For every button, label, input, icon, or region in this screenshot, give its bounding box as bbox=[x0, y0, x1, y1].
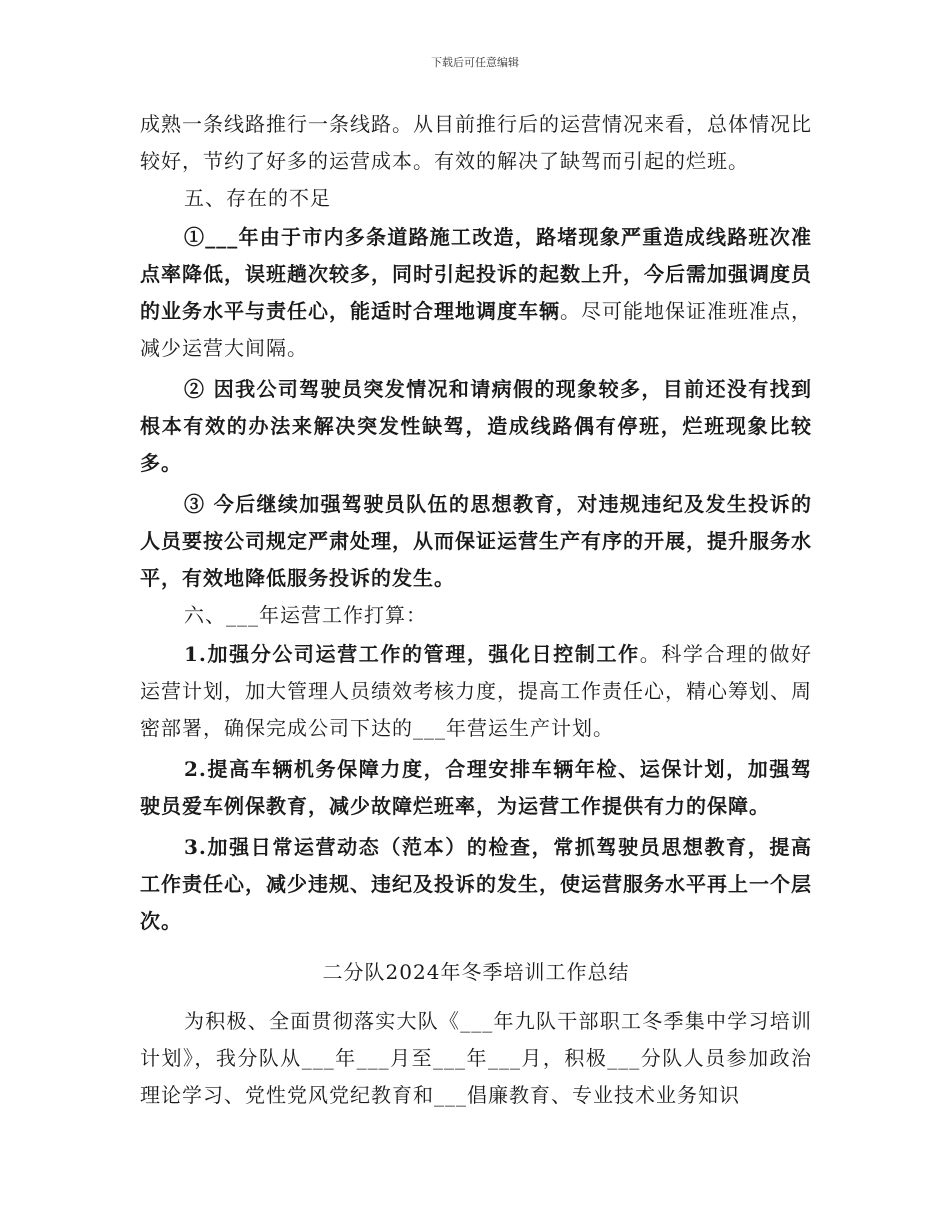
shortcoming-item-1-bold: ①___年由于市内多条道路施工改造，路堵现象严重造成线路班次准点率降低，误班趟次较多，同时引起投诉的起数上升，今后需加强调度员的业务水平与责任心，能适时合理地调度车辆 bbox=[140, 225, 812, 323]
paragraph-continuation: 成熟一条线路推行一条线路。从目前推行后的运营情况来看，总体情况比较好，节约了好多的运营成本。有效的解决了缺驾而引起的烂班。 bbox=[140, 112, 812, 173]
document-body bbox=[140, 106, 812, 1114]
shortcoming-item-1 bbox=[140, 219, 812, 367]
shortcoming-item-2: ② 因我公司驾驶员突发情况和请病假的现象较多，目前还没有找到根本有效的办法来解决突发性缺驾，造成线路偶有停班，烂班现象比较多。 bbox=[140, 377, 812, 475]
section-heading-shortcomings: 五、存在的不足 bbox=[184, 186, 331, 210]
paragraph-intro: 为积极、全面贯彻落实大队《___年九队干部职工冬季集中学习培训计划》，我分队从___年___月至___年___月，积极___分队人员参加政治理论学习、党性党风党纪教育和___倡廉教育、专业技术业务知识 bbox=[140, 1009, 812, 1107]
section-heading-plan: 六、___年运营工作打算： bbox=[184, 603, 427, 627]
document-title: 二分队2024年冬季培训工作总结 bbox=[322, 960, 630, 984]
plan-item-1-normal: 。科学合理的做好运营计划，加大管理人员绩效考核力度，提高工作责任心，精心筹划、周密部署，确保完成公司下达的___年营运生产计划。 bbox=[140, 642, 812, 740]
shortcoming-item-3: ③ 今后继续加强驾驶员队伍的思想教育，对违规违纪及发生投诉的人员要按公司规定严肃处理，从而保证运营生产有序的开展，提升服务水平，有效地降低服务投诉的发生。 bbox=[140, 492, 812, 590]
shortcoming-item-1-normal: 。尽可能地保证准班准点，减少运营大间隔。 bbox=[140, 299, 812, 360]
plan-item-1-bold: 1.加强分公司运营工作的管理，强化日控制工作 bbox=[184, 642, 640, 666]
page-header: 下载后可任意编辑 bbox=[431, 56, 519, 69]
plan-item-2: 2.提高车辆机务保障力度，合理安排车辆年检、运保计划，加强驾驶员爱车例保教育，减少故障烂班率，为运营工作提供有力的保障。 bbox=[140, 757, 812, 818]
plan-item-1 bbox=[140, 636, 812, 747]
plan-item-3: 3.加强日常运营动态（范本）的检查，常抓驾驶员思想教育，提高工作责任心，减少违规、违纪及投诉的发生，使运营服务水平再上一个层次。 bbox=[140, 835, 812, 933]
